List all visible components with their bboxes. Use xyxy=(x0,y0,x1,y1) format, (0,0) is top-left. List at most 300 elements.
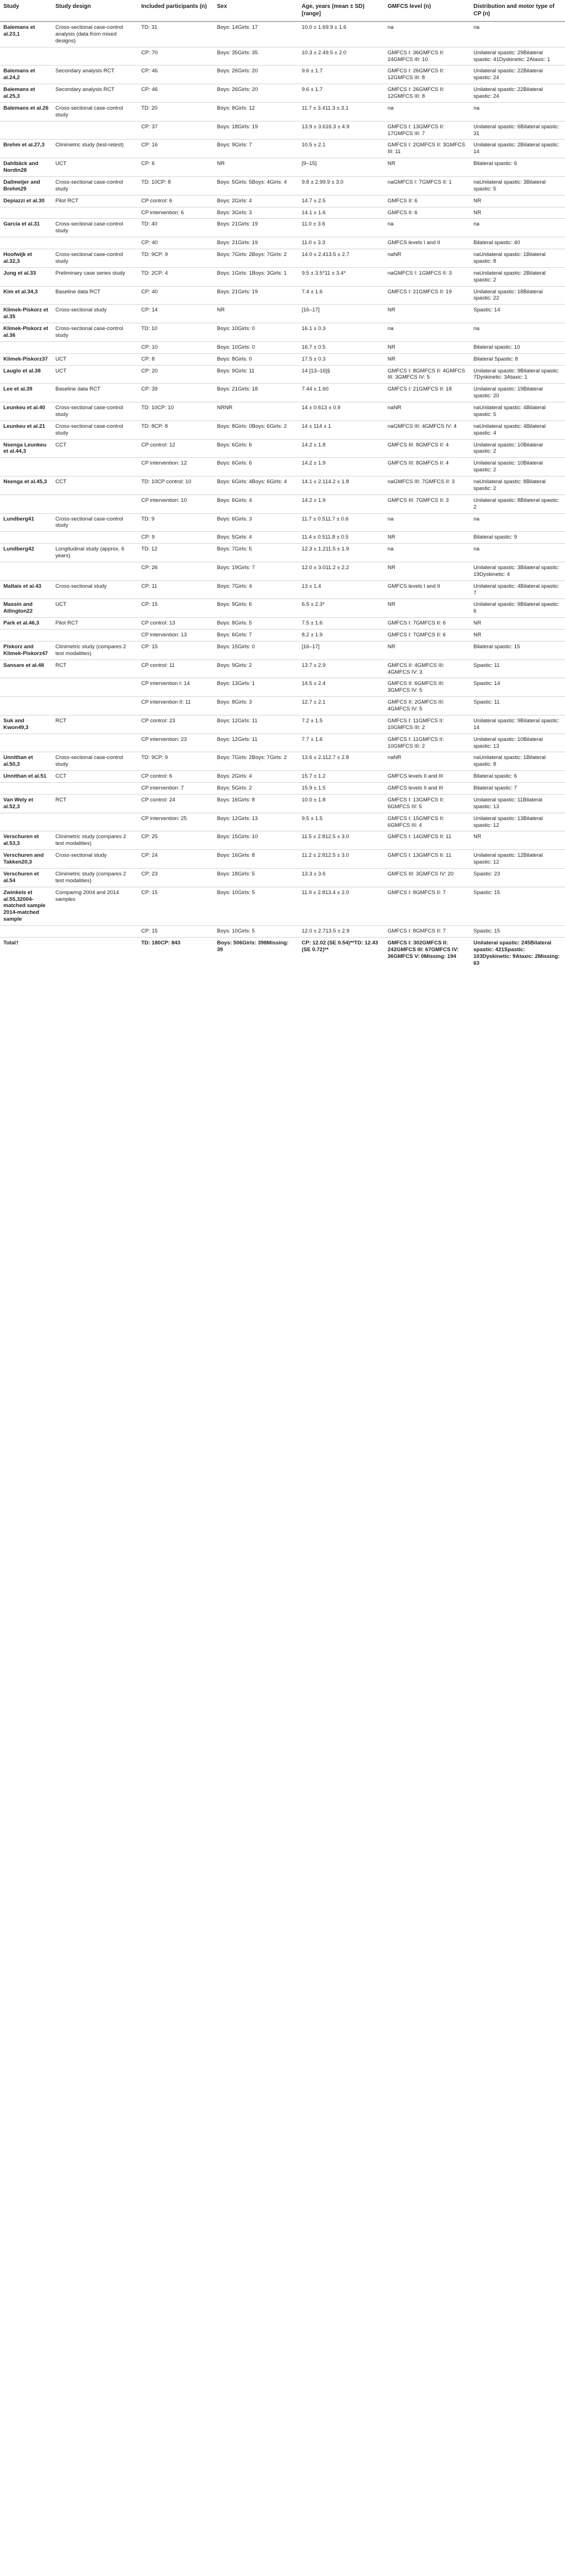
sex-cell: Boys: 10Girls: 5 xyxy=(214,926,298,938)
design-cell: RCT xyxy=(52,660,138,678)
age-cell: 10.3 ± 2.49.5 ± 2.0 xyxy=(298,47,384,66)
sex-cell: Boys: 5Girls: 4 xyxy=(214,532,298,544)
study-cell: Total† xyxy=(0,937,52,969)
gmfcs-cell: GMFCS I: 8GMFCS II: 7 xyxy=(384,887,470,925)
participants-cell: CP: 26 xyxy=(138,562,214,580)
header-study-design: Study design xyxy=(52,0,138,21)
design-cell: UCT xyxy=(52,365,138,384)
table-row xyxy=(0,887,565,925)
sex-cell: Boys: 9Girls: 2 xyxy=(214,660,298,678)
participants-cell: TD: 31 xyxy=(138,21,214,47)
participants-cell: CP intervention: 10 xyxy=(138,495,214,513)
distribution-cell: Unilateral spastic: 10Bilateral spastic: 13 xyxy=(470,734,565,752)
distribution-cell: Unilateral spastic: 12Bilateral spastic: 12 xyxy=(470,850,565,869)
table-row xyxy=(0,237,565,249)
sex-cell: Boys: 13Girls: 1 xyxy=(214,678,298,697)
age-cell: 13.6 ± 2.112.7 ± 2.8 xyxy=(298,752,384,771)
sex-cell: Boys: 6Girls: 6 xyxy=(214,439,298,458)
age-cell: 14 [13–16]§ xyxy=(298,365,384,384)
table-row xyxy=(0,783,565,795)
sex-cell: Boys: 26Girls: 20 xyxy=(214,66,298,84)
sex-cell: Boys: 2Girls: 4 xyxy=(214,771,298,783)
sex-cell: Boys: 10Girls: 5 xyxy=(214,887,298,925)
distribution-cell: Unilateral spastic: 9Bilateral spastic: 6 xyxy=(470,599,565,618)
age-cell: [16–17] xyxy=(298,641,384,660)
table-row xyxy=(0,121,565,140)
gmfcs-cell: naNR xyxy=(384,402,470,421)
sex-cell: Boys: 6Girls: 4Boys: 6Girls: 4 xyxy=(214,476,298,495)
distribution-cell: Spastic: 11 xyxy=(470,697,565,715)
design-cell: CCT xyxy=(52,476,138,495)
participants-cell: CP: 16 xyxy=(138,140,214,158)
age-cell: 13.7 ± 2.9 xyxy=(298,660,384,678)
table-row xyxy=(0,641,565,660)
sex-cell: Boys: 35Girls: 35 xyxy=(214,47,298,66)
distribution-cell: Bilateral spastic: 9 xyxy=(470,532,565,544)
table-row xyxy=(0,868,565,887)
age-cell: 11.7 ± 0.511.7 ± 0.6 xyxy=(298,513,384,532)
design-cell xyxy=(52,697,138,715)
design-cell: Baseline data RCT xyxy=(52,286,138,305)
distribution-cell: Unilateral spastic: 9Bilateral spastic: 14 xyxy=(470,715,565,734)
design-cell xyxy=(52,207,138,219)
table-row xyxy=(0,439,565,458)
sex-cell: Boys: 506Girls: 398Missing: 39 xyxy=(214,937,298,969)
age-cell: 14 ± 0.613 ± 0.9 xyxy=(298,402,384,421)
sex-cell: Boys: 15Girls: 0 xyxy=(214,641,298,660)
study-cell: Klimek-Piskorz et al.35 xyxy=(0,305,52,323)
sex-cell: Boys: 1Girls: 1Boys: 3Girls: 1 xyxy=(214,267,298,286)
table-row xyxy=(0,660,565,678)
distribution-cell: na xyxy=(470,544,565,562)
participants-cell: CP: 14 xyxy=(138,305,214,323)
table-row xyxy=(0,249,565,268)
table-row xyxy=(0,532,565,544)
gmfcs-cell: GMFCS III: 7GMFCS II: 3 xyxy=(384,495,470,513)
study-cell: Zwinkels et al.55,32004-matched sample 2014-matched sample xyxy=(0,887,52,925)
study-cell: Lundberg41 xyxy=(0,513,52,532)
gmfcs-cell: GMFCS I: 11GMFCS II: 10GMFCS III: 2 xyxy=(384,715,470,734)
table-row xyxy=(0,580,565,599)
distribution-cell: NR xyxy=(470,207,565,219)
study-cell: Jung et al.33 xyxy=(0,267,52,286)
table-row xyxy=(0,458,565,476)
study-cell xyxy=(0,458,52,476)
distribution-cell: Spastic: 23 xyxy=(470,868,565,887)
table-row xyxy=(0,926,565,938)
participants-cell: CP: 46 xyxy=(138,84,214,103)
gmfcs-cell: NR xyxy=(384,599,470,618)
gmfcs-cell: NR xyxy=(384,562,470,580)
table-row xyxy=(0,323,565,342)
study-characteristics-table xyxy=(0,0,565,969)
gmfcs-cell: NR xyxy=(384,532,470,544)
design-cell: Comparing 2004 and 2014 samples xyxy=(52,887,138,925)
study-cell: Balemans et al.26 xyxy=(0,102,52,121)
design-cell: Cross-sectional case-control study xyxy=(52,219,138,237)
distribution-cell: Unilateral spastic: 22Bilateral spastic: 24 xyxy=(470,66,565,84)
participants-cell: TD: 8CP: 8 xyxy=(138,420,214,439)
distribution-cell: Bilateral spastic: 6 xyxy=(470,158,565,177)
sex-cell: Boys: 14Girls: 17 xyxy=(214,21,298,47)
sex-cell: Boys: 9Girls: 7 xyxy=(214,140,298,158)
distribution-cell: Unilateral spastic: 3Bilateral spastic: 19Dyskinetic: 4 xyxy=(470,562,565,580)
gmfcs-cell: NR xyxy=(384,158,470,177)
participants-cell: CP control: 11 xyxy=(138,660,214,678)
design-cell: Longitudinal study (approx. 6 years) xyxy=(52,544,138,562)
gmfcs-cell: na xyxy=(384,219,470,237)
distribution-cell: NR xyxy=(470,618,565,630)
gmfcs-cell: GMFCS I: 2GMFCS II: 3GMFCS III: 11 xyxy=(384,140,470,158)
sex-cell: Boys: 6Girls: 3 xyxy=(214,513,298,532)
age-cell: 9.6 ± 1.7 xyxy=(298,66,384,84)
design-cell xyxy=(52,678,138,697)
study-cell: Hoofwijk et al.32,3 xyxy=(0,249,52,268)
gmfcs-cell: GMFCS I: 8GMFCS II: 7 xyxy=(384,926,470,938)
study-cell: Sansare et al.48 xyxy=(0,660,52,678)
distribution-cell: na xyxy=(470,219,565,237)
study-cell: Verschuren et al.53,3 xyxy=(0,831,52,850)
distribution-cell: Unilateral spastic: 9Bilateral spastic: 7Dyskinetic: 3Ataxic: 1 xyxy=(470,365,565,384)
table-row xyxy=(0,384,565,402)
gmfcs-cell: GMFCS levels I and II xyxy=(384,580,470,599)
sex-cell: Boys: 9Girls: 6 xyxy=(214,599,298,618)
gmfcs-cell: GMFCS I: 7GMFCS II: 6 xyxy=(384,618,470,630)
design-cell: Cross-sectional case-control study xyxy=(52,249,138,268)
distribution-cell: na xyxy=(470,513,565,532)
sex-cell: Boys: 12Girls: 11 xyxy=(214,715,298,734)
participants-cell: CP: 11 xyxy=(138,580,214,599)
table-row xyxy=(0,158,565,177)
table-row xyxy=(0,850,565,869)
table-row xyxy=(0,140,565,158)
study-cell xyxy=(0,678,52,697)
sex-cell: Boys: 16Girls: 8 xyxy=(214,850,298,869)
distribution-cell: naUnilateral spastic: 3Bilateral spastic: 5 xyxy=(470,176,565,195)
age-cell: 9.5 ± 3.5*11 ± 3.4* xyxy=(298,267,384,286)
participants-cell: TD: 10CP control: 10 xyxy=(138,476,214,495)
sex-cell: Boys: 8Girls: 0 xyxy=(214,353,298,365)
distribution-cell: Spastic: 14 xyxy=(470,305,565,323)
study-cell xyxy=(0,532,52,544)
table-row xyxy=(0,195,565,207)
table-row xyxy=(0,599,565,618)
participants-cell: TD: 10CP: 8 xyxy=(138,176,214,195)
design-cell xyxy=(52,783,138,795)
table-row xyxy=(0,341,565,353)
age-cell: 16.1 ± 0.3 xyxy=(298,323,384,342)
gmfcs-cell: GMFCS III: 8GMFCS II: 4 xyxy=(384,439,470,458)
sex-cell: Boys: 21Girls: 18 xyxy=(214,384,298,402)
sex-cell: Boys: 18Girls: 19 xyxy=(214,121,298,140)
sex-cell: Boys: 19Girls: 7 xyxy=(214,562,298,580)
participants-cell: CP: 8 xyxy=(138,353,214,365)
distribution-cell: Unilateral spastic: 245Bilateral spastic: 421Spastic: 103Dyskinetic: 9Ataxic: 2Missing: 63 xyxy=(470,937,565,969)
design-cell xyxy=(52,121,138,140)
participants-cell: CP: 40 xyxy=(138,286,214,305)
distribution-cell: NR xyxy=(470,831,565,850)
gmfcs-cell: NR xyxy=(384,641,470,660)
participants-cell: TD: 9CP: 9 xyxy=(138,752,214,771)
distribution-cell: naUnilateral spastic: 1Bilateral spastic: 8 xyxy=(470,752,565,771)
age-cell: 15.9 ± 1.5 xyxy=(298,783,384,795)
participants-cell: CP intervention: 23 xyxy=(138,734,214,752)
study-cell: Dahlbäck and Nordin28 xyxy=(0,158,52,177)
study-cell: Dallmeijer and Brehm29 xyxy=(0,176,52,195)
participants-cell: CP: 20 xyxy=(138,365,214,384)
age-cell: 14.1 ± 2.114.2 ± 1.8 xyxy=(298,476,384,495)
age-cell: 7.44 ± 1.60 xyxy=(298,384,384,402)
age-cell: 9.6 ± 1.7 xyxy=(298,84,384,103)
design-cell: CCT xyxy=(52,771,138,783)
study-cell xyxy=(0,121,52,140)
design-cell: Preliminary case series study xyxy=(52,267,138,286)
gmfcs-cell: na xyxy=(384,513,470,532)
distribution-cell: Bilateral spastic: 6 xyxy=(470,771,565,783)
age-cell: 13.9 ± 3.616.3 ± 4.9 xyxy=(298,121,384,140)
gmfcs-cell: NR xyxy=(384,353,470,365)
table-row xyxy=(0,630,565,641)
distribution-cell: Bilateral spastic: 15 xyxy=(470,641,565,660)
sex-cell: Boys: 8Girls: 5 xyxy=(214,618,298,630)
study-cell xyxy=(0,341,52,353)
sex-cell: Boys: 18Girls: 5 xyxy=(214,868,298,887)
sex-cell: Boys: 26Girls: 20 xyxy=(214,84,298,103)
design-cell: Cross-sectional case-control study xyxy=(52,420,138,439)
design-cell xyxy=(52,734,138,752)
participants-cell: CP intervention: 7 xyxy=(138,783,214,795)
age-cell: 10.5 ± 2.1 xyxy=(298,140,384,158)
study-cell: Garcia et al.31 xyxy=(0,219,52,237)
total-row xyxy=(0,937,565,969)
age-cell: 14.5 ± 2.4 xyxy=(298,678,384,697)
design-cell: UCT xyxy=(52,158,138,177)
design-cell xyxy=(52,237,138,249)
distribution-cell: Unilateral spastic: 10Bilateral spastic: 2 xyxy=(470,439,565,458)
gmfcs-cell: GMFCS III: 8GMFCS II: 4 xyxy=(384,458,470,476)
page xyxy=(0,0,565,969)
distribution-cell: Unilateral spastic: 6Bilateral spastic: 31 xyxy=(470,121,565,140)
study-cell: Kim et al.34,3 xyxy=(0,286,52,305)
sex-cell: Boys: 10Girls: 0 xyxy=(214,323,298,342)
gmfcs-cell: GMFCS I: 13GMFCS II: 11 xyxy=(384,850,470,869)
distribution-cell: Unilateral spastic: 18Bilateral spastic: 22 xyxy=(470,286,565,305)
distribution-cell: Unilateral spastic: 8Bilateral spastic: 2 xyxy=(470,495,565,513)
sex-cell: NR xyxy=(214,305,298,323)
participants-cell: CP intervention: 25 xyxy=(138,813,214,831)
age-cell: 11.2 ± 2.812.5 ± 3.0 xyxy=(298,850,384,869)
table-row xyxy=(0,715,565,734)
design-cell: Cross-sectional study xyxy=(52,305,138,323)
table-row xyxy=(0,697,565,715)
study-cell: Unnithan et al.51 xyxy=(0,771,52,783)
gmfcs-cell: NR xyxy=(384,305,470,323)
design-cell: Pilot RCT xyxy=(52,618,138,630)
table-row xyxy=(0,66,565,84)
age-cell: 11.7 ± 3.411.3 ± 3.1 xyxy=(298,102,384,121)
distribution-cell: naUnilateral spastic: 4Bilateral spastic: 4 xyxy=(470,420,565,439)
distribution-cell: naUnilateral spastic: 1Bilateral spastic: 8 xyxy=(470,249,565,268)
participants-cell: CP intervention: 13 xyxy=(138,630,214,641)
sex-cell: Boys: 12Girls: 13 xyxy=(214,813,298,831)
gmfcs-cell: GMFCS II: 2GMFCS III: 4GMFCS IV: 5 xyxy=(384,697,470,715)
study-cell: Park et al.46,3 xyxy=(0,618,52,630)
design-cell xyxy=(52,47,138,66)
distribution-cell: Bilateral spastic: 40 xyxy=(470,237,565,249)
study-cell: Depiazzi et al.30 xyxy=(0,195,52,207)
study-cell xyxy=(0,495,52,513)
table-body xyxy=(0,21,565,969)
age-cell: 14.1 ± 1.6 xyxy=(298,207,384,219)
table-row xyxy=(0,513,565,532)
design-cell xyxy=(52,813,138,831)
age-cell: 9.5 ± 1.5 xyxy=(298,813,384,831)
sex-cell: Boys: 5Girls: 2 xyxy=(214,783,298,795)
table-row xyxy=(0,544,565,562)
header-study: Study xyxy=(0,0,52,21)
design-cell xyxy=(52,937,138,969)
participants-cell: TD: 10CP: 10 xyxy=(138,402,214,421)
design-cell xyxy=(52,630,138,641)
study-cell: Leunkeu et al.21 xyxy=(0,420,52,439)
distribution-cell: Unilateral spastic: 2Bilateral spastic: 14 xyxy=(470,140,565,158)
header-distribution-motor-type: Distribution and motor type of CP (n) xyxy=(470,0,565,21)
distribution-cell: Unilateral spastic: 29Bilateral spastic: 41Dyskinetic: 2Ataxic: 1 xyxy=(470,47,565,66)
sex-cell: Boys: 10Girls: 0 xyxy=(214,341,298,353)
participants-cell: CP control: 6 xyxy=(138,771,214,783)
study-cell: Nsenga Leunkeu et al.44,3 xyxy=(0,439,52,458)
age-cell: 12.0 ± 2.713.5 ± 2.9 xyxy=(298,926,384,938)
gmfcs-cell: GMFCS I: 14GMFCS II: 11 xyxy=(384,831,470,850)
age-cell: 11.5 ± 2.812.5 ± 3.0 xyxy=(298,831,384,850)
study-cell: Lauglo et al.38 xyxy=(0,365,52,384)
study-cell xyxy=(0,697,52,715)
distribution-cell: na xyxy=(470,102,565,121)
distribution-cell: Spastic: 15 xyxy=(470,926,565,938)
design-cell: Clinimetric study (compares 2 test modalities) xyxy=(52,831,138,850)
table-row xyxy=(0,286,565,305)
age-cell: 11.4 ± 0.511.8 ± 0.5 xyxy=(298,532,384,544)
age-cell: 12.3 ± 1.211.5 ± 1.9 xyxy=(298,544,384,562)
gmfcs-cell: GMFCS I: 13GMFCS II: 6GMFCS III: 5 xyxy=(384,794,470,813)
design-cell: UCT xyxy=(52,599,138,618)
design-cell: Cross-sectional case-control analysis (data from mixed designs) xyxy=(52,21,138,47)
gmfcs-cell: GMFCS levels II and III xyxy=(384,783,470,795)
distribution-cell: NR xyxy=(470,630,565,641)
participants-cell: CP: 9 xyxy=(138,532,214,544)
distribution-cell: Unilateral spastic: 22Bilateral spastic: 24 xyxy=(470,84,565,103)
distribution-cell: Bilateral Spastic: 8 xyxy=(470,353,565,365)
distribution-cell: naUnilateral spastic: 2Bilateral spastic: 2 xyxy=(470,267,565,286)
participants-cell: CP: 70 xyxy=(138,47,214,66)
sex-cell: Boys: 8Girls: 3 xyxy=(214,697,298,715)
table-row xyxy=(0,771,565,783)
age-cell: 11.0 ± 3.3 xyxy=(298,237,384,249)
study-cell: Verschuren and Takken20,3 xyxy=(0,850,52,869)
study-cell: Balemans et al.25,3 xyxy=(0,84,52,103)
age-cell: 10.0 ± 1.69.9 ± 1.6 xyxy=(298,21,384,47)
gmfcs-cell: GMFCS I: 7GMFCS II: 6 xyxy=(384,630,470,641)
design-cell: Baseline data RCT xyxy=(52,384,138,402)
participants-cell: CP: 15 xyxy=(138,887,214,925)
gmfcs-cell: GMFCS I: 36GMFCS II: 24GMFCS III: 10 xyxy=(384,47,470,66)
study-cell: Suk and Kwon49,3 xyxy=(0,715,52,734)
age-cell: CP: 12.02 (SE 0.54)**TD: 12.43 (SE 0.72)** xyxy=(298,937,384,969)
participants-cell: CP control: 6 xyxy=(138,195,214,207)
sex-cell: Boys: 6Girls: 6 xyxy=(214,458,298,476)
sex-cell: Boys: 15Girls: 10 xyxy=(214,831,298,850)
gmfcs-cell: GMFCS I: 21GMFCS II: 19 xyxy=(384,286,470,305)
distribution-cell: Unilateral spastic: 11Bilateral spastic: 13 xyxy=(470,794,565,813)
distribution-cell: naUnilateral spastic: 8Bilateral spastic: 2 xyxy=(470,476,565,495)
participants-cell: CP intervention: 12 xyxy=(138,458,214,476)
study-cell xyxy=(0,562,52,580)
table-row xyxy=(0,84,565,103)
participants-cell: CP: 37 xyxy=(138,121,214,140)
table-row xyxy=(0,47,565,66)
participants-cell: CP: 15 xyxy=(138,926,214,938)
study-cell: Piskorz and Klimek-Piskorz47 xyxy=(0,641,52,660)
design-cell xyxy=(52,926,138,938)
age-cell: 10.0 ± 1.8 xyxy=(298,794,384,813)
sex-cell: Boys: 7Girls: 2Boys: 7Girls: 2 xyxy=(214,752,298,771)
gmfcs-cell: na xyxy=(384,323,470,342)
header-gmfcs-level: GMFCS level (n) xyxy=(384,0,470,21)
study-cell: Maltais et al.43 xyxy=(0,580,52,599)
study-cell xyxy=(0,813,52,831)
study-cell: Brehm et al.27,3 xyxy=(0,140,52,158)
sex-cell: Boys: 6Girls: 4 xyxy=(214,495,298,513)
table-row xyxy=(0,305,565,323)
sex-cell: Boys: 8Girls: 12 xyxy=(214,102,298,121)
age-cell: [16–17] xyxy=(298,305,384,323)
gmfcs-cell: na xyxy=(384,544,470,562)
participants-cell: TD: 40 xyxy=(138,219,214,237)
gmfcs-cell: GMFCS I: 26GMFCS II: 12GMFCS III: 8 xyxy=(384,84,470,103)
gmfcs-cell: GMFCS I: 13GMFCS II: 17GMFCS III: 7 xyxy=(384,121,470,140)
distribution-cell: Spastic: 14 xyxy=(470,678,565,697)
participants-cell: CP intervention I: 14 xyxy=(138,678,214,697)
participants-cell: CP: 15 xyxy=(138,599,214,618)
sex-cell: Boys: 12Girls: 11 xyxy=(214,734,298,752)
design-cell: Cross-sectional case-control study xyxy=(52,102,138,121)
table-row xyxy=(0,794,565,813)
sex-cell: Boys: 21Girls: 19 xyxy=(214,286,298,305)
sex-cell: Boys: 8Girls: 0Boys: 6Girls: 2 xyxy=(214,420,298,439)
design-cell: Clinimetric study (compares 2 test modalities) xyxy=(52,641,138,660)
study-cell: Nsenga et al.45,3 xyxy=(0,476,52,495)
study-cell xyxy=(0,237,52,249)
design-cell xyxy=(52,458,138,476)
sex-cell: Boys: 7Girls: 2Boys: 7Girls: 2 xyxy=(214,249,298,268)
table-row xyxy=(0,353,565,365)
table-row xyxy=(0,21,565,47)
age-cell: 13 ± 1.4 xyxy=(298,580,384,599)
participants-cell: CP: 24 xyxy=(138,850,214,869)
participants-cell: CP control: 23 xyxy=(138,715,214,734)
table-row xyxy=(0,102,565,121)
sex-cell: Boys: 21Girls: 19 xyxy=(214,219,298,237)
participants-cell: CP: 15 xyxy=(138,641,214,660)
sex-cell: Boys: 3Girls: 3 xyxy=(214,207,298,219)
table-row xyxy=(0,402,565,421)
gmfcs-cell: GMFCS II: 4GMFCS III: 4GMFCS IV: 3 xyxy=(384,660,470,678)
gmfcs-cell: GMFCS I: 15GMFCS II: 6GMFCS III: 4 xyxy=(384,813,470,831)
age-cell: 14 ± 114 ± 1 xyxy=(298,420,384,439)
table-row xyxy=(0,476,565,495)
participants-cell: CP intervention II: 11 xyxy=(138,697,214,715)
gmfcs-cell: GMFCS II: 6GMFCS III: 3GMFCS IV: 5 xyxy=(384,678,470,697)
